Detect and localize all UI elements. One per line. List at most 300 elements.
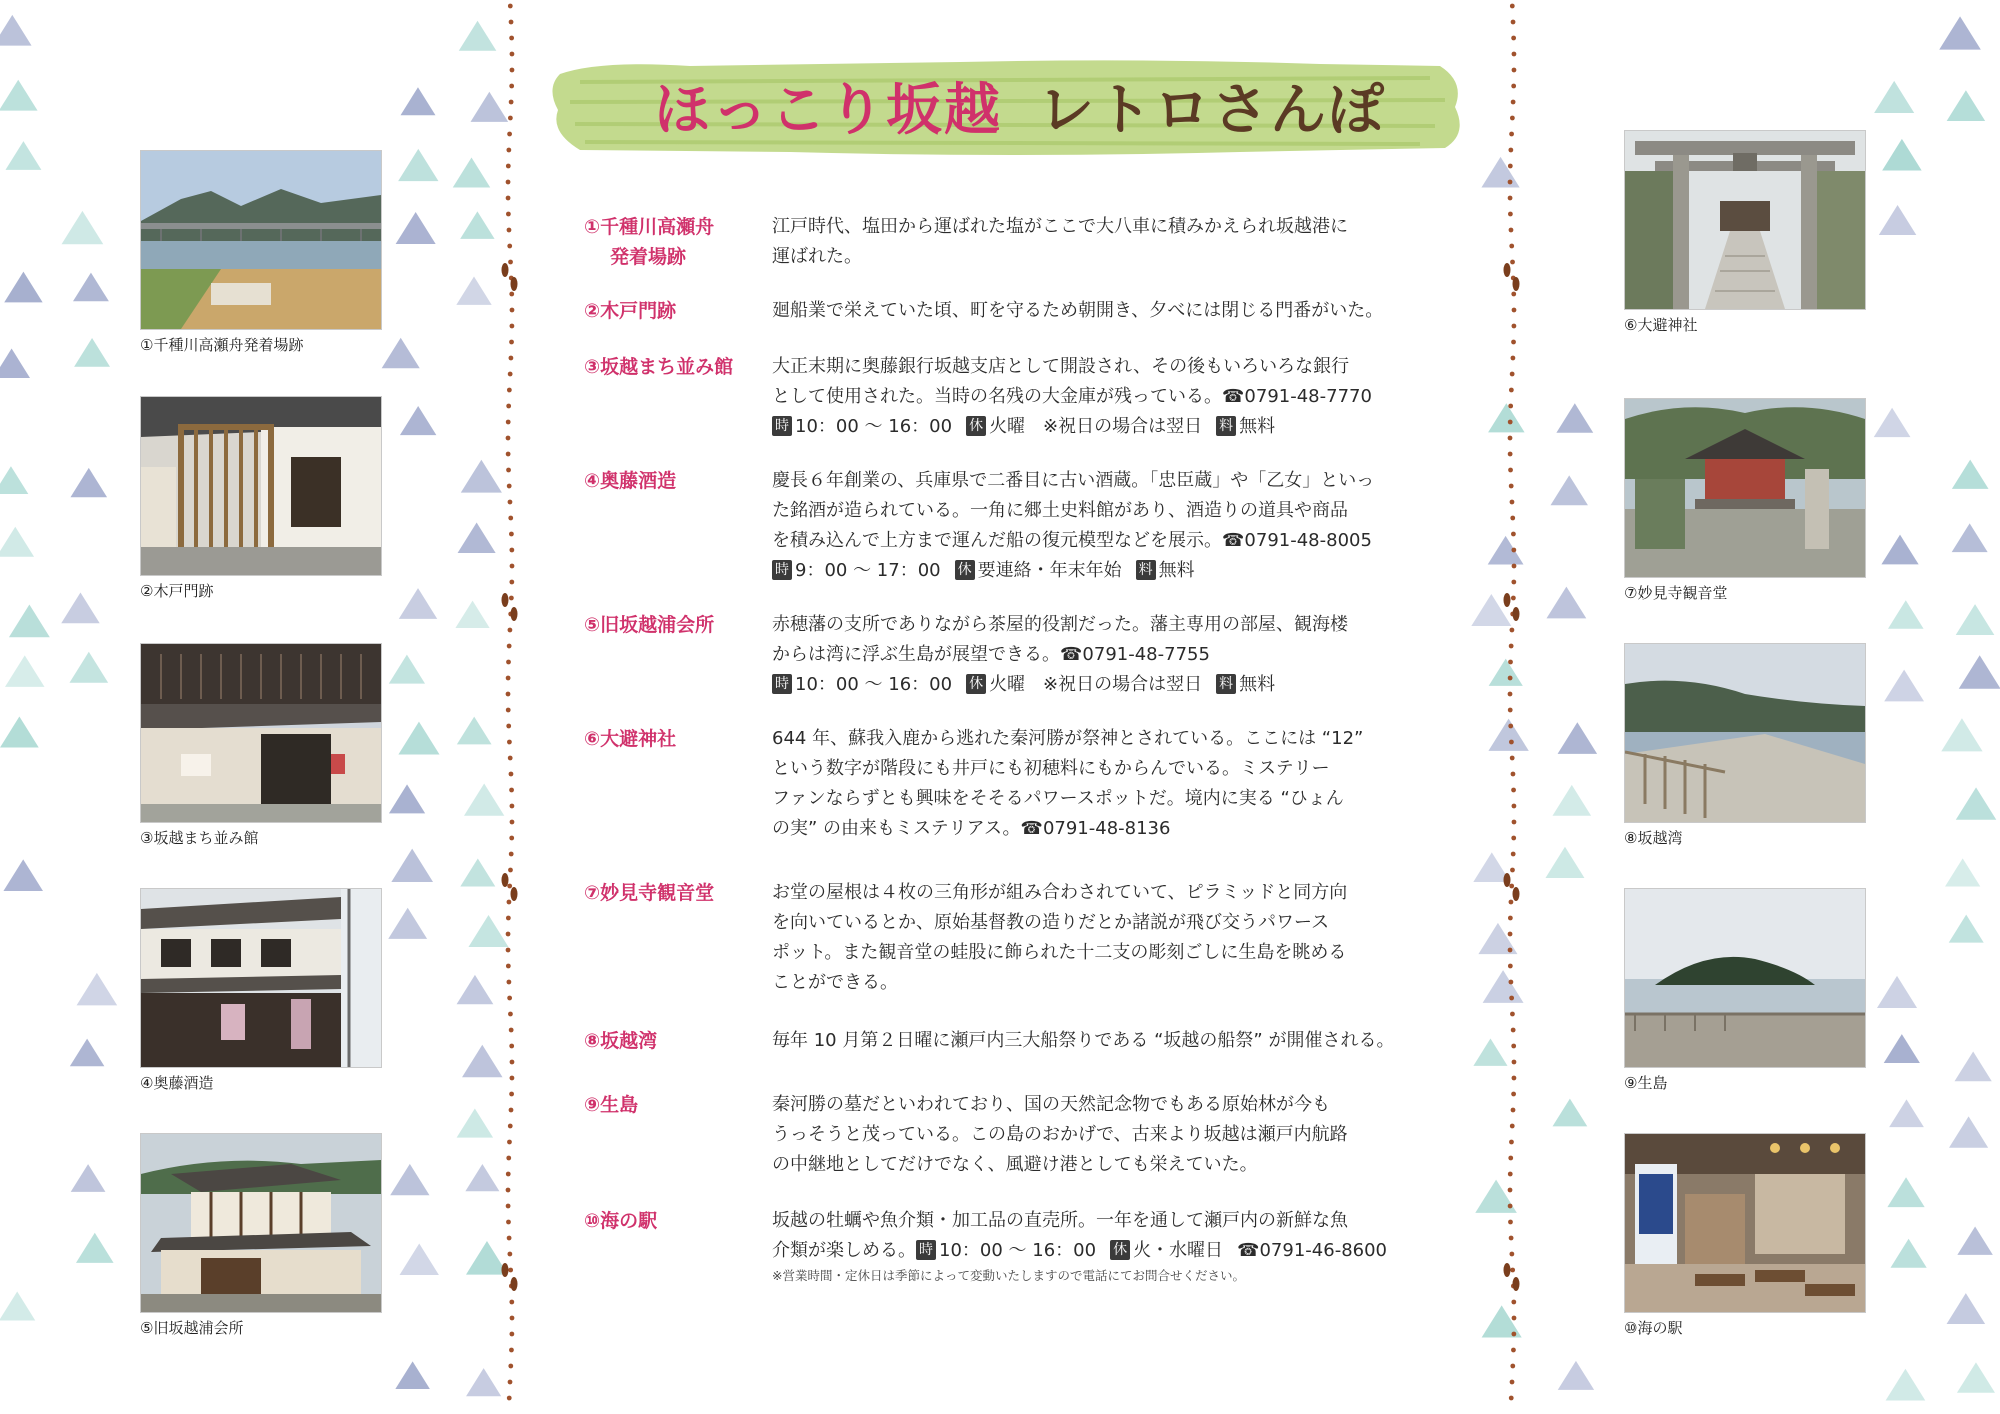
decor-triangle	[4, 272, 42, 303]
divider-dot	[506, 708, 511, 713]
description-line: 慶長６年創業の、兵庫県で二番目に古い酒蔵。「忠臣蔵」や「乙女」といっ	[772, 470, 1375, 491]
divider-dot	[510, 804, 515, 809]
photo-caption: ⑥大避神社	[1624, 316, 1698, 334]
info-line	[772, 670, 1446, 700]
photo-river-bridge	[140, 150, 382, 330]
decor-triangle	[461, 460, 502, 493]
divider-dot	[506, 1204, 511, 1209]
divider-dot	[1510, 1124, 1515, 1129]
divider-dot	[1508, 964, 1513, 969]
divider-dot	[507, 740, 512, 745]
dotted-divider-left	[500, 0, 520, 1414]
divider-dot	[510, 1076, 515, 1081]
divider-dot	[506, 916, 511, 921]
divider-dot	[1511, 1044, 1516, 1049]
divider-dot	[1509, 1236, 1514, 1241]
photo-meeting-house	[140, 1133, 382, 1313]
divider-dot	[1511, 772, 1516, 777]
photo-caption: ②木戸門跡	[140, 582, 214, 600]
closed-value: 火・水曜日	[1133, 1240, 1224, 1261]
divider-dot	[1508, 148, 1513, 153]
decor-triangle	[1956, 787, 1996, 819]
footprint-icon	[511, 607, 518, 621]
spot-name: ⑥大避神社	[584, 728, 677, 750]
fee-value: 無料	[1158, 560, 1195, 581]
phone-number: 0791-48-8136	[1042, 818, 1171, 839]
decor-triangle	[400, 87, 435, 115]
divider-dot	[507, 996, 512, 1001]
phone-number: 0791-46-8600	[1259, 1240, 1387, 1261]
divider-dot	[508, 1268, 513, 1273]
spot-description	[772, 878, 1446, 998]
info-line	[772, 556, 1446, 586]
description-line: うっそうと茂っている。この島のおかげで、古来より坂越は瀬戸内航路	[772, 1124, 1348, 1145]
decor-triangle	[1556, 403, 1593, 432]
divider-dot	[1510, 260, 1515, 265]
decor-triangle	[382, 338, 420, 368]
description-line: という数字が階段にも井戸にも初穂料にもからんでいる。ミステリー	[772, 758, 1330, 779]
divider-dot	[1511, 84, 1516, 89]
description-line: た銘酒が造られている。一角に郷土史料館があり、酒造りの道具や商品	[772, 500, 1348, 521]
decor-triangle	[1955, 1051, 1992, 1081]
divider-dot	[507, 132, 512, 137]
divider-dot	[1511, 340, 1516, 345]
divider-dot	[509, 788, 514, 793]
divider-dot	[510, 324, 515, 329]
decor-triangle	[71, 1164, 106, 1192]
divider-dot	[508, 516, 513, 521]
divider-dot	[509, 852, 514, 857]
spot-description	[772, 212, 1446, 272]
spot-name: ⑤旧坂越浦会所	[584, 614, 715, 636]
divider-dot	[509, 1044, 514, 1049]
divider-dot	[1508, 420, 1513, 425]
divider-dot	[1509, 1140, 1514, 1145]
divider-dot	[510, 564, 515, 569]
photo-sake-brewery	[140, 888, 382, 1068]
divider-dot	[506, 180, 511, 185]
decor-triangle	[1957, 1226, 1992, 1254]
description-line: を積み込んで上方まで運んだ船の復元模型などを展示。	[772, 530, 1222, 551]
divider-dot	[509, 100, 514, 105]
decor-triangle	[456, 277, 491, 305]
decor-triangle	[389, 655, 425, 684]
hours-note: ※営業時間・定休日は季節によって変動いたしますので電話にてお問合せください。	[772, 1268, 1245, 1283]
photo-spot-1	[140, 150, 380, 355]
footprint-icon	[502, 593, 509, 607]
description-line: 江戸時代、塩田から運ばれた塩がここで大八車に積みかえられ坂越港に	[772, 216, 1348, 237]
divider-dot	[506, 164, 511, 169]
decor-triangle	[1874, 408, 1911, 437]
divider-dot	[1510, 628, 1515, 633]
decor-triangle	[1939, 16, 1981, 49]
decor-triangle	[70, 468, 107, 497]
divider-dot	[1512, 1316, 1517, 1321]
divider-dot	[1510, 868, 1515, 873]
decor-triangle	[1947, 90, 1985, 121]
spot-description	[772, 1206, 1446, 1286]
photo-spot-2	[140, 396, 380, 601]
title-banner	[540, 52, 1470, 162]
fee-label: 料	[1216, 416, 1236, 436]
divider-dot	[1509, 644, 1514, 649]
decor-triangle	[460, 211, 494, 239]
footprint-icon	[1504, 873, 1511, 887]
divider-dot	[509, 1348, 514, 1353]
divider-dot	[507, 644, 512, 649]
phone-icon: ☎	[1222, 530, 1245, 551]
description-line: 毎年 10 月第２日曜に瀬戸内三大船祭りである “坂越の船祭” が開催される。	[772, 1030, 1395, 1051]
photo-spot-6	[1624, 130, 1864, 335]
hours-label: 時	[916, 1240, 936, 1260]
photo-spot-8	[1624, 643, 1864, 848]
decor-triangle	[0, 80, 38, 111]
divider-dot	[1511, 548, 1516, 553]
decor-triangle	[457, 717, 492, 745]
photo-caption: ⑩海の駅	[1624, 1319, 1683, 1337]
divider-dot	[508, 628, 513, 633]
photo-caption: ④奥藤酒造	[140, 1074, 214, 1092]
divider-dot	[509, 772, 514, 777]
footprint-icon	[502, 263, 509, 277]
decor-triangle	[388, 908, 427, 939]
decor-triangle	[5, 141, 41, 170]
decor-triangle	[459, 21, 497, 51]
fee-value: 無料	[1239, 674, 1276, 695]
divider-dot	[1511, 36, 1516, 41]
description-line: 赤穂藩の支所でありながら茶屋的役割だった。藩主専用の部屋、観海楼	[772, 614, 1348, 635]
divider-dot	[1510, 516, 1515, 521]
divider-dot	[507, 900, 512, 905]
divider-dot	[1508, 724, 1513, 729]
decor-triangle	[1952, 460, 1989, 489]
fee-label: 料	[1136, 560, 1156, 580]
divider-dot	[508, 1012, 513, 1017]
closed-label: 休	[966, 674, 986, 694]
divider-dot	[509, 532, 514, 537]
divider-dot	[1511, 1092, 1516, 1097]
decor-triangle	[0, 1292, 35, 1321]
divider-dot	[508, 1124, 513, 1129]
divider-dot	[1511, 1300, 1516, 1305]
divider-dot	[508, 1364, 513, 1369]
divider-dot	[510, 1060, 515, 1065]
divider-dot	[1509, 1252, 1514, 1257]
decor-triangle	[1959, 655, 2000, 688]
divider-dot	[1511, 20, 1516, 25]
divider-dot	[510, 1316, 515, 1321]
divider-dot	[1508, 676, 1513, 681]
divider-dot	[1511, 596, 1516, 601]
title-sub: レトロさんぽ	[1038, 78, 1386, 143]
divider-dot	[509, 340, 514, 345]
divider-dot	[506, 420, 511, 425]
divider-dot	[508, 756, 513, 761]
divider-dot	[1512, 52, 1517, 57]
photo-spot-3	[140, 643, 380, 848]
divider-dot	[1511, 1108, 1516, 1113]
decor-triangle	[0, 466, 28, 494]
divider-dot	[506, 452, 511, 457]
footprint-icon	[511, 277, 518, 291]
divider-dot	[1508, 1156, 1513, 1161]
divider-dot	[1509, 228, 1514, 233]
divider-dot	[507, 1396, 512, 1401]
decor-triangle	[457, 975, 494, 1004]
hours-label: 時	[772, 560, 792, 580]
divider-dot	[506, 724, 511, 729]
divider-dot	[1509, 740, 1514, 745]
divider-dot	[509, 20, 514, 25]
dotted-divider-right	[1502, 0, 1522, 1414]
phone-icon: ☎	[1237, 1240, 1260, 1261]
divider-dot	[509, 836, 514, 841]
divider-dot	[1508, 452, 1513, 457]
decor-triangle	[466, 1368, 501, 1396]
divider-dot	[1511, 580, 1516, 585]
decor-triangle	[1887, 1177, 1924, 1207]
hours-label: 時	[772, 674, 792, 694]
description-line: ポット。また観音堂の蛙股に飾られた十二支の彫刻ごしに生島を眺める	[772, 942, 1347, 963]
decor-triangle	[465, 1164, 499, 1191]
divider-dot	[507, 1236, 512, 1241]
decor-triangle	[1949, 1116, 1988, 1147]
divider-dot	[1510, 756, 1515, 761]
footprint-icon	[511, 1277, 518, 1291]
closed-value: 火曜 ※祝日の場合は翌日	[989, 674, 1203, 695]
divider-dot	[1508, 932, 1513, 937]
decor-triangle	[9, 605, 50, 638]
description-line: 坂越の牡蠣や魚介類・加工品の直売所。一年を通して瀬戸内の新鮮な魚	[772, 1210, 1348, 1231]
photo-caption: ⑤旧坂越浦会所	[140, 1319, 244, 1337]
divider-dot	[508, 372, 513, 377]
divider-dot	[507, 388, 512, 393]
divider-dot	[1512, 68, 1517, 73]
divider-dot	[507, 1140, 512, 1145]
description-line: ことができる。	[772, 972, 898, 993]
footprint-icon	[1504, 593, 1511, 607]
decor-triangle	[455, 601, 489, 628]
decor-triangle	[400, 1243, 439, 1274]
description-line: 運ばれた。	[772, 246, 862, 267]
divider-dot	[506, 1172, 511, 1177]
divider-dot	[1511, 1332, 1516, 1337]
decor-triangle	[0, 349, 30, 378]
hours-value: 9：00 ～ 17：00	[795, 560, 941, 581]
footprint-icon	[511, 887, 518, 901]
divider-dot	[1509, 1396, 1514, 1401]
description-line: を向いているとか、原始基督教の造りだとか諸説が飛び交うパワース	[772, 912, 1330, 933]
divider-dot	[507, 1252, 512, 1257]
description-line: 大正末期に奥藤銀行坂越支店として開設され、その後もいろいろな銀行	[772, 356, 1350, 377]
decor-triangle	[1558, 1361, 1594, 1390]
divider-dot	[1511, 100, 1516, 105]
divider-dot	[509, 1092, 514, 1097]
divider-dot	[1508, 468, 1513, 473]
divider-dot	[510, 820, 515, 825]
closed-value: 火曜 ※祝日の場合は翌日	[989, 416, 1203, 437]
divider-dot	[1509, 388, 1514, 393]
decor-triangle	[390, 1164, 429, 1195]
hours-value: 10：00 ～ 16：00	[939, 1240, 1097, 1261]
footprint-icon	[1504, 263, 1511, 277]
decor-triangle	[0, 717, 39, 748]
footprint-icon	[1513, 277, 1520, 291]
decor-triangle	[462, 1045, 503, 1077]
divider-dot	[1509, 900, 1514, 905]
divider-dot	[1512, 1060, 1517, 1065]
decor-triangle	[74, 338, 110, 367]
phone-icon: ☎	[1222, 386, 1245, 407]
fee-value: 無料	[1239, 416, 1276, 437]
footprint-icon	[1513, 607, 1520, 621]
decor-triangle	[458, 523, 496, 553]
decor-triangle	[1881, 535, 1918, 565]
divider-dot	[1511, 836, 1516, 841]
photo-caption: ⑦妙見寺観音堂	[1624, 584, 1728, 602]
phone-number: 0791-48-8005	[1244, 530, 1372, 551]
divider-dot	[1510, 116, 1515, 121]
spot-description	[772, 466, 1446, 586]
description-line: 秦河勝の墓だといわれており、国の天然記念物でもある原始林が今も	[772, 1094, 1330, 1115]
decor-triangle	[396, 212, 436, 244]
divider-dot	[506, 196, 511, 201]
divider-dot	[507, 244, 512, 249]
decor-triangle	[1884, 670, 1924, 702]
decor-triangle	[453, 157, 491, 187]
divider-dot	[509, 1332, 514, 1337]
divider-dot	[506, 1220, 511, 1225]
photo-caption: ⑧坂越湾	[1624, 829, 1683, 847]
divider-dot	[507, 884, 512, 889]
divider-dot	[506, 948, 511, 953]
decor-triangle	[1941, 718, 1982, 751]
divider-dot	[506, 148, 511, 153]
decor-triangle	[1957, 1362, 1995, 1392]
decor-triangle	[1553, 785, 1592, 816]
decor-triangle	[70, 1039, 105, 1067]
footprint-icon	[1513, 1277, 1520, 1291]
description-line: として使用された。当時の名残の大金庫が残っている。	[772, 386, 1222, 407]
divider-dot	[1510, 1012, 1515, 1017]
closed-value: 要連絡・年末年始	[977, 560, 1122, 581]
phone-icon: ☎	[1060, 644, 1083, 665]
decor-triangle	[1879, 205, 1917, 235]
spot-name: ⑩海の駅	[584, 1210, 658, 1232]
decor-triangle	[1891, 1239, 1927, 1268]
divider-dot	[1508, 164, 1513, 169]
decor-triangle	[457, 1108, 493, 1137]
hours-value: 10：00 ～ 16：00	[795, 674, 953, 695]
divider-dot	[509, 36, 514, 41]
decor-triangle	[1546, 587, 1586, 619]
divider-dot	[506, 692, 511, 697]
divider-dot	[1511, 532, 1516, 537]
decor-triangle	[1956, 604, 1995, 635]
divider-dot	[1508, 692, 1513, 697]
divider-dot	[509, 580, 514, 585]
spot-name: ④奥藤酒造	[584, 470, 677, 492]
photo-wooden-gate	[140, 396, 382, 576]
divider-dot	[1510, 1364, 1515, 1369]
divider-dot	[1512, 1076, 1517, 1081]
divider-dot	[1508, 1188, 1513, 1193]
spot-name: ⑨生島	[584, 1094, 639, 1116]
closed-label: 休	[966, 416, 986, 436]
photo-spot-7	[1624, 398, 1864, 603]
decor-triangle	[398, 722, 439, 755]
spot-description	[772, 1090, 1446, 1180]
spot-name: ②木戸門跡	[584, 300, 677, 322]
divider-dot	[508, 260, 513, 265]
spot-description	[772, 610, 1446, 700]
decor-triangle	[1882, 139, 1921, 171]
photo-caption: ①千種川高瀬舟発着場跡	[140, 336, 304, 354]
spot-name-line2: 発着場跡	[610, 246, 687, 268]
phone-number: 0791-48-7755	[1082, 644, 1210, 665]
decor-triangle	[0, 15, 32, 46]
divider-dot	[1511, 1348, 1516, 1353]
closed-label: 休	[1110, 1240, 1130, 1260]
divider-dot	[1508, 1204, 1513, 1209]
photo-caption: ⑨生島	[1624, 1074, 1668, 1092]
photo-caption: ③坂越まち並み館	[140, 829, 259, 847]
divider-dot	[506, 676, 511, 681]
divider-dot	[506, 468, 511, 473]
decor-triangle	[1877, 976, 1917, 1008]
divider-dot	[507, 228, 512, 233]
description-line: の実” の由来もミステリアス。	[772, 818, 1021, 839]
description-line: ファンならずとも興味をそそるパワースポットだ。境内に実る “ひょん	[772, 788, 1344, 809]
decor-triangle	[1889, 1099, 1924, 1127]
divider-dot	[509, 1108, 514, 1113]
description-line: からは湾に浮ぶ生島が展望できる。	[772, 644, 1060, 665]
decor-triangle	[460, 859, 495, 887]
divider-dot	[1512, 804, 1517, 809]
info-line	[772, 1236, 1446, 1266]
hours-value: 10：00 ～ 16：00	[795, 416, 953, 437]
spot-description	[772, 1026, 1446, 1056]
decor-triangle	[77, 973, 118, 1006]
divider-dot	[1512, 820, 1517, 825]
divider-dot	[1509, 244, 1514, 249]
photo-spot-10	[1624, 1133, 1864, 1338]
divider-dot	[1510, 1380, 1515, 1385]
divider-dot	[506, 964, 511, 969]
spot-description	[772, 724, 1446, 844]
decor-triangle	[1949, 915, 1984, 943]
divider-dot	[1509, 484, 1514, 489]
decor-triangle	[1558, 722, 1598, 754]
decor-triangle	[1545, 847, 1584, 878]
phone-icon: ☎	[1020, 818, 1043, 839]
divider-dot	[509, 292, 514, 297]
decor-triangle	[73, 273, 109, 302]
divider-dot	[1508, 212, 1513, 217]
divider-dot	[508, 868, 513, 873]
divider-dot	[1508, 436, 1513, 441]
phone-number: 0791-48-7770	[1244, 386, 1372, 407]
divider-dot	[506, 212, 511, 217]
decor-triangle	[389, 784, 425, 813]
divider-dot	[508, 500, 513, 505]
divider-dot	[509, 1300, 514, 1305]
info-line	[772, 412, 1446, 442]
divider-dot	[1511, 356, 1516, 361]
divider-dot	[509, 84, 514, 89]
divider-dot	[1511, 788, 1516, 793]
divider-dot	[1508, 180, 1513, 185]
